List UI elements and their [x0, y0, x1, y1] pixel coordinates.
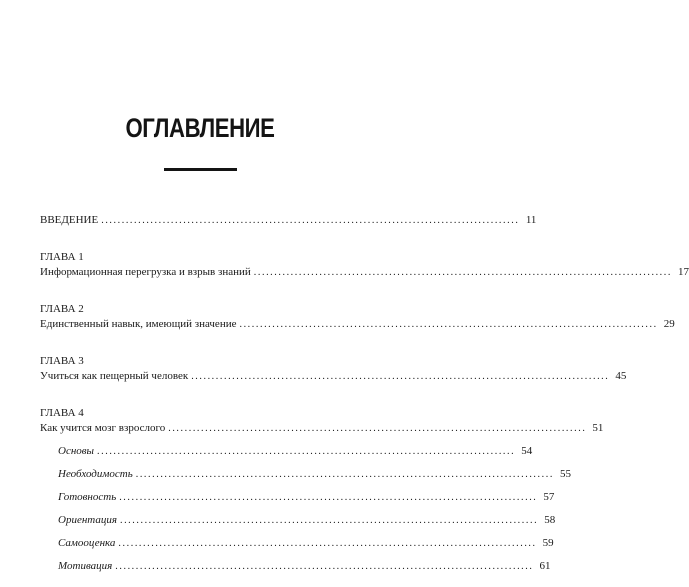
toc-entry-chapter-3[interactable]: [40, 369, 627, 384]
chapter-heading-2: ГЛАВА 2: [40, 303, 84, 315]
toc-section-label: Ориентация: [58, 514, 117, 526]
toc-page-number: 51: [592, 422, 604, 434]
chapter-heading-1: ГЛАВА 1: [40, 251, 84, 263]
dot-leader: ......................................................................................................: [97, 446, 516, 457]
dot-leader: ......................................................................................................: [115, 561, 534, 572]
toc-section-label: Готовность: [58, 491, 117, 503]
dot-leader: ......................................................................................................: [101, 215, 520, 226]
table-of-contents: [40, 213, 689, 574]
toc-page-number: 17: [677, 266, 689, 278]
toc-entry-chapter-2[interactable]: [40, 317, 675, 332]
dot-leader: ......................................................................................................: [191, 371, 610, 382]
toc-page-number: 11: [525, 214, 537, 226]
toc-section-entry[interactable]: [40, 513, 556, 528]
toc-page-number: 55: [559, 468, 571, 480]
toc-section-entry[interactable]: [40, 559, 551, 574]
dot-leader: ......................................................................................................: [239, 319, 658, 330]
toc-page-number: 59: [542, 537, 554, 549]
toc-entry-label: Как учится мозг взрослого: [40, 422, 166, 434]
dot-leader: ......................................................................................................: [168, 423, 587, 434]
toc-page-number: 61: [539, 560, 551, 572]
toc-section-label: Мотивация: [58, 560, 113, 572]
dot-leader: ......................................................................................................: [118, 538, 537, 549]
toc-entry-chapter-4[interactable]: [40, 421, 604, 436]
dot-leader: ......................................................................................................: [119, 492, 538, 503]
toc-section-label: Самооценка: [58, 537, 116, 549]
toc-entry-label: ВВЕДЕНИЕ: [40, 214, 99, 226]
chapter-heading-3: ГЛАВА 3: [40, 355, 84, 367]
toc-entry-label: Учиться как пещерный человек: [40, 370, 189, 382]
page-title: ОГЛАВЛЕНИЕ: [125, 113, 275, 143]
toc-section-label: Необходимость: [58, 468, 133, 480]
dot-leader: ......................................................................................................: [135, 469, 554, 480]
toc-entry-label: Информационная перегрузка и взрыв знаний: [40, 266, 251, 278]
dot-leader: ......................................................................................................: [119, 515, 539, 526]
chapter-heading-4: ГЛАВА 4: [40, 407, 84, 419]
toc-page-number: 57: [543, 491, 555, 503]
title-divider: [164, 168, 237, 171]
toc-page-number: 58: [544, 514, 556, 526]
toc-section-entry[interactable]: [40, 444, 533, 459]
dot-leader: ......................................................................................................: [253, 267, 672, 278]
toc-section-entry[interactable]: [40, 467, 571, 482]
toc-page-number: 45: [615, 370, 627, 382]
toc-page-number: 29: [663, 318, 675, 330]
toc-section-label: Основы: [58, 445, 95, 457]
toc-entry-intro[interactable]: [40, 213, 537, 228]
toc-section-entry[interactable]: [40, 536, 554, 551]
toc-entry-chapter-1[interactable]: [40, 265, 689, 280]
toc-entry-label: Единственный навык, имеющий значение: [40, 318, 237, 330]
toc-section-entry[interactable]: [40, 490, 555, 505]
toc-page-number: 54: [521, 445, 533, 457]
